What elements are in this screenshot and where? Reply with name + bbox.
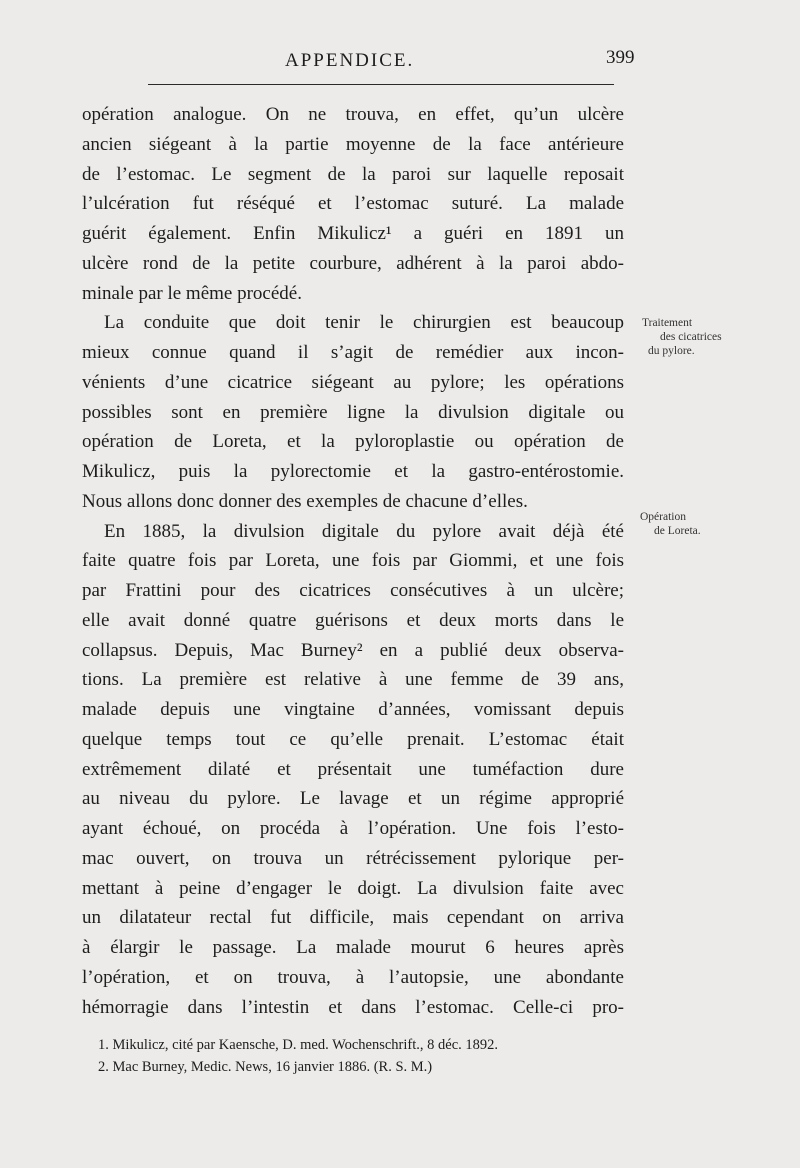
- text-line: ulcère rond de la petite courbure, adhérent à la paroi abdo-: [82, 252, 624, 274]
- text-line: elle avait donné quatre guérisons et deux morts dans le: [82, 609, 624, 631]
- text-line: guérit également. Enfin Mikulicz¹ a guéri en 1891 un: [82, 223, 624, 244]
- running-head: APPENDICE.: [285, 50, 415, 71]
- text-line: vénients d’une cicatrice siégeant au pylore; les opérations: [82, 371, 624, 393]
- text-line: un dilatateur rectal fut difficile, mais cependant on arriva: [82, 907, 624, 929]
- text-line: mieux connue quand il s’agit de remédier aux incon-: [82, 342, 624, 363]
- marginal-line: de Loreta.: [654, 525, 701, 537]
- text-line: quelque temps tout ce qu’elle prenait. L’estomac était: [82, 728, 624, 750]
- text-line: minale par le même procédé.: [82, 282, 302, 304]
- text-line: hémorragie dans l’intestin et dans l’estomac. Celle-ci pro-: [82, 996, 624, 1018]
- text-line: par Frattini pour des cicatrices consécutives à un ulcère;: [82, 580, 624, 601]
- marginal-note-loreta: [636, 510, 776, 538]
- text-line: l’opération, et on trouva, à l’autopsie, une abondante: [82, 966, 624, 988]
- marginal-note-traitement: [636, 316, 776, 358]
- text-line: à élargir le passage. La malade mourut 6 heures après: [82, 937, 624, 958]
- footnote: 2. Mac Burney, Medic. News, 16 janvier 1886. (R. S. M.): [98, 1059, 433, 1075]
- text-line: malade depuis une vingtaine d’années, vomissant depuis: [82, 699, 624, 720]
- footnotes: [98, 1034, 638, 1078]
- text-line: Mikulicz, puis la pylorectomie et la gastro-entérostomie.: [82, 461, 624, 482]
- body-text: [82, 100, 624, 1022]
- text-line: Nous allons donc donner des exemples de chacune d’elles.: [82, 490, 528, 512]
- marginal-line: des cicatrices: [660, 331, 722, 343]
- text-line: l’ulcération fut réséqué et l’estomac suturé. La malade: [82, 193, 624, 215]
- page-number: 399: [606, 47, 635, 68]
- text-line: En 1885, la divulsion digitale du pylore avait déjà été: [104, 520, 624, 542]
- text-line: faite quatre fois par Loreta, une fois par Giommi, et une fois: [82, 550, 624, 572]
- text-line: au niveau du pylore. Le lavage et un régime approprié: [82, 788, 624, 810]
- marginal-line: Traitement: [642, 317, 693, 329]
- header-rule: [148, 84, 614, 85]
- text-line: La conduite que doit tenir le chirurgien est beaucoup: [104, 312, 624, 334]
- text-line: mettant à peine d’engager le doigt. La divulsion faite avec: [82, 877, 624, 899]
- text-line: tions. La première est relative à une femme de 39 ans,: [82, 669, 624, 691]
- text-line: collapsus. Depuis, Mac Burney² en a publié deux observa-: [82, 639, 624, 661]
- text-line: de l’estomac. Le segment de la paroi sur laquelle reposait: [82, 163, 624, 185]
- text-line: extrêmement dilaté et présentait une tuméfaction dure: [82, 758, 624, 780]
- text-line: ancien siégeant à la partie moyenne de la face antérieure: [82, 133, 624, 155]
- marginal-line: Opération: [640, 511, 686, 523]
- text-line: ayant échoué, on procéda à l’opération. Une fois l’esto-: [82, 818, 624, 839]
- text-line: possibles sont en première ligne la divulsion digitale ou: [82, 401, 624, 423]
- text-line: opération analogue. On ne trouva, en effet, qu’un ulcère: [82, 104, 624, 125]
- text-line: mac ouvert, on trouva un rétrécissement pylorique per-: [82, 847, 624, 869]
- footnote: 1. Mikulicz, cité par Kaensche, D. med. Wochenschrift., 8 déc. 1892.: [98, 1037, 499, 1053]
- marginal-line: du pylore.: [648, 345, 695, 357]
- text-line: opération de Loreta, et la pyloroplastie ou opération de: [82, 431, 624, 453]
